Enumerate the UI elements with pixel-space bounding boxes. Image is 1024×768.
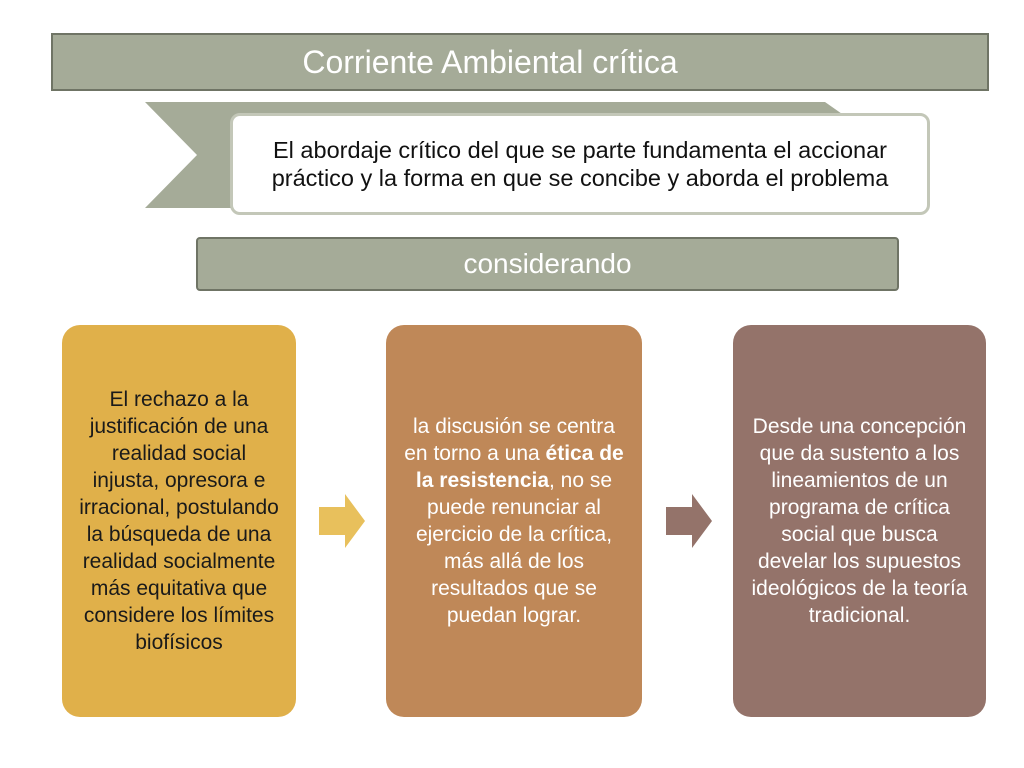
card-etica-text <box>404 413 624 629</box>
card-concepcion <box>733 325 986 717</box>
slide-title: Corriente Ambiental crítica <box>302 43 678 80</box>
card-etica-text-end: , no se puede renunciar al ejercicio de la crítica, más allá de los resultados que se puedan lograr. <box>415 469 613 627</box>
card-rechazo <box>62 325 296 717</box>
arrow-right-icon <box>319 494 365 548</box>
card-rechazo-text: El rechazo a la justificación de una realidad social injusta, opresora e irracional, postulando la búsqueda de una realidad socialmente más equitativa que considere los límites biofísicos <box>79 388 279 654</box>
title-bar <box>51 33 989 91</box>
considerando-label: considerando <box>463 248 632 279</box>
arrow-right-icon <box>666 494 712 548</box>
card-etica-text-start: la discusión se centra en torno a una <box>404 415 615 465</box>
card-etica-bold: ética de la resistencia <box>415 442 624 492</box>
considerando-bar <box>196 237 899 291</box>
card-concepcion-text: Desde una concepción que da sustento a los lineamientos de un programa de crítica social que busca develar los supuestos ideológicos de la teoría tradicional. <box>751 415 968 627</box>
intro-box <box>230 113 930 215</box>
intro-text: El abordaje crítico del que se parte fundamenta el accionar práctico y la forma en que se concibe y aborda el problema <box>271 137 889 191</box>
card-etica <box>386 325 642 717</box>
